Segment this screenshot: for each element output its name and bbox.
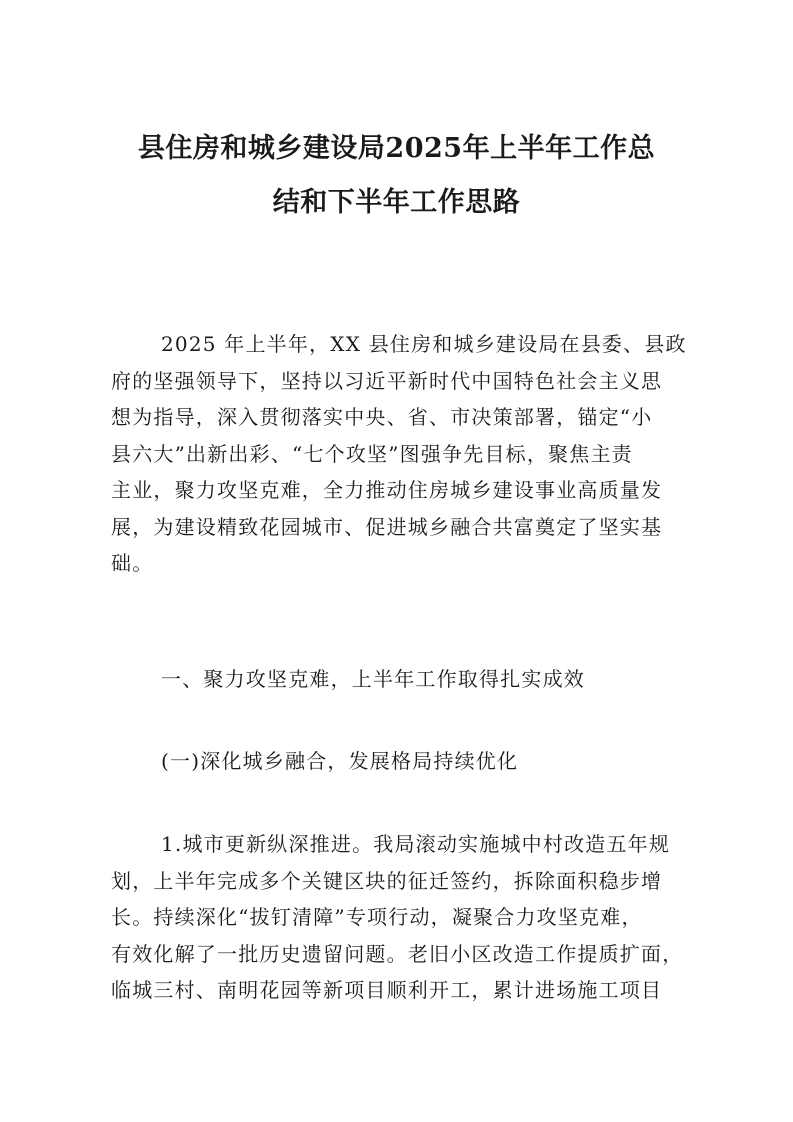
subsection-heading-1: (一)深化城乡融合，发展格局持续优化 [161,749,519,773]
title-line-1: 县住房和城乡建设局2025年上半年工作总 [137,133,656,164]
document-title [100,122,693,230]
paragraph-line: 2025 年上半年，XX 县住房和城乡建设局在县委、县政 [161,332,687,356]
section-heading-1: 一、聚力攻坚克难，上半年工作取得扎实成效 [161,667,585,691]
title-line-2: 结和下半年工作思路 [272,187,521,218]
paragraph-line: 展，为建设精致花园城市、促进城乡融合共富奠定了坚实基 [111,514,663,539]
paragraph-line: 临城三村、南明花园等新项目顺利开工，累计进场施工项目 [111,978,663,1002]
paragraph-line: 1.城市更新纵深推进。我局滚动实施城中村改造五年规 [161,832,671,856]
paragraph-line: 府的坚强领导下，坚持以习近平新时代中国特色社会主义思 [111,368,663,393]
paragraph-line: 有效化解了一批历史遗留问题。老旧小区改造工作提质扩面， [111,941,684,966]
paragraph-line: 想为指导，深入贯彻落实中央、省、市决策部署，锚定“小 [111,405,653,429]
intro-paragraph [111,326,687,582]
urban-renewal-paragraph [111,826,683,1009]
paragraph-line: 础。 [111,551,154,575]
paragraph-line: 县六大”出新出彩、“七个攻坚”图强争先目标，聚焦主责 [111,441,633,466]
paragraph-line: 主业，聚力攻坚克难，全力推动住房城乡建设事业高质量发 [111,478,663,502]
paragraph-line: 长。持续深化“拔钉清障”专项行动，凝聚合力攻坚克难， [111,905,643,929]
paragraph-line: 划，上半年完成多个关键区块的征迁签约，拆除面积稳步增 [111,868,663,893]
